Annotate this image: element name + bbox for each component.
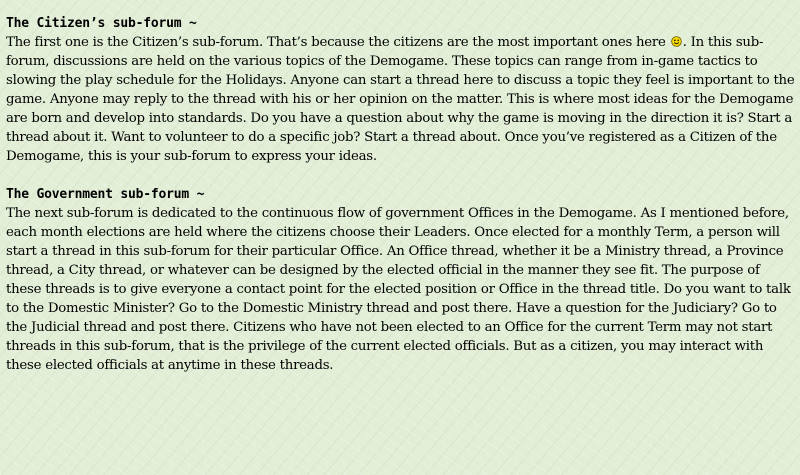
smiley-icon [671,36,682,47]
government-subforum-section [6,185,796,375]
citizens-subforum-text [6,33,796,166]
citizens-subforum-heading: The Citizen’s sub-forum ~ [6,16,197,31]
citizens-text-part1: The first one is the Citizen’s sub-forum. That’s because the citizens are the most important ones here [6,35,670,50]
citizens-text-part2: . In this sub-forum, discussions are held on the various topics of the Demogame. These topics can range from in-game tactics to slowing the play schedule for the Holidays. Anyone can start a thread here to discuss a topic they feel is important to the game. Anyone may reply to the thread with his or her opinion on the matter. This is where most ideas for the Demogame are born and develop into standards. Do you have a question about why the game is moving in the direction it is? Start a thread about it. Want to volunteer to do a specific job? Start a thread about. Once you’ve registered as a Citizen of the Demogame, this is your sub-forum to express your ideas. [6,35,795,164]
citizens-subforum-section [6,14,796,166]
document-page [6,14,796,375]
government-subforum-text: The next sub-forum is dedicated to the continuous flow of government Offices in the Demogame. As I mentioned before, each month elections are held where the citizens choose their Leaders. Once elected for a monthly Term, a person will start a thread in this sub-forum for their particular Office. An Office thread, whether it be a Ministry thread, a Province thread, a City thread, or whatever can be designed by the elected official in the manner they see fit. The purpose of these threads is to give everyone a contact point for the elected position or Office in the thread title. Do you want to talk to the Domestic Minister? Go to the Domestic Ministry thread and post there. Have a question for the Judiciary? Go to the Judicial thread and post there. Citizens who have not been elected to an Office for the current Term may not start threads in this sub-forum, that is the privilege of the current elected officials. But as a citizen, you may interact with these elected officials at anytime in these threads. [6,206,791,373]
government-subforum-heading: The Government sub-forum ~ [6,187,205,202]
